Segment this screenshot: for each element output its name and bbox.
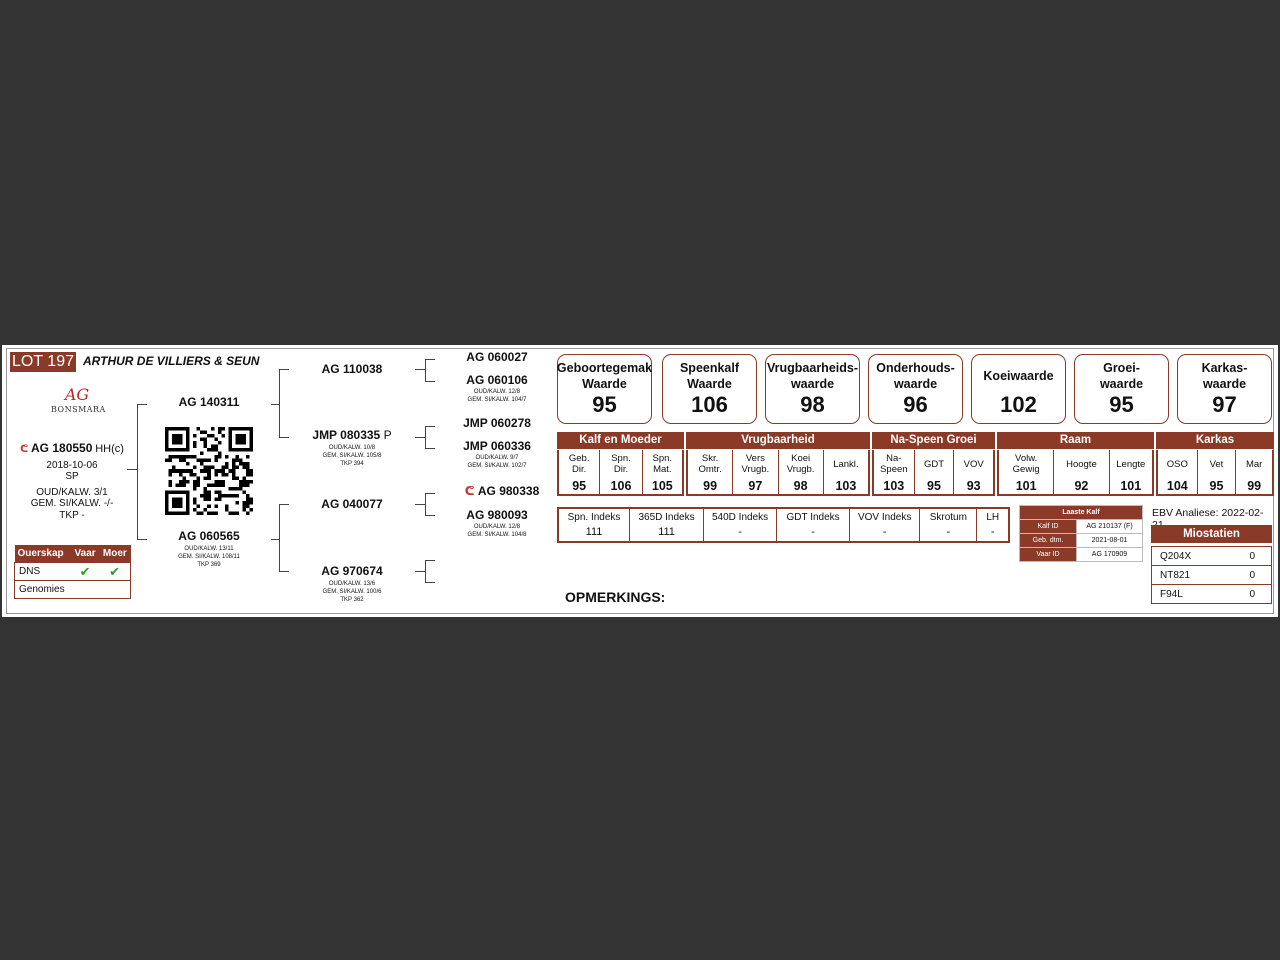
group-header: Na-Speen Groei xyxy=(872,432,995,449)
trait-cell xyxy=(688,450,733,494)
value-number: 98 xyxy=(800,392,825,417)
trait-label: Dir. xyxy=(572,464,587,475)
sd-block xyxy=(307,428,397,468)
index-label: 540D Indeks xyxy=(712,512,769,523)
dsd-block xyxy=(452,508,542,539)
last-calf-key: Kalf ID xyxy=(1020,520,1077,534)
trait-value: 106 xyxy=(610,479,632,493)
dam-tkp: TKP 369 xyxy=(197,562,221,568)
ownership-table xyxy=(14,545,131,599)
sdd-id: JMP 060336 xyxy=(463,439,531,453)
sdd-gem: GEM. SI/KALW. 102/7 xyxy=(467,463,527,469)
trait-value: 97 xyxy=(748,479,763,493)
trait-label: Na- xyxy=(886,453,902,464)
trait-label: Vrugb. xyxy=(741,464,770,475)
trait-group-vrugbaarheid xyxy=(686,450,870,496)
sdd-block xyxy=(452,439,542,470)
ssd-gem: GEM. SI/KALW. 104/7 xyxy=(467,397,527,403)
ebv-analysis-date: EBV Analiese: 2022-02- xyxy=(1152,507,1264,519)
trait-label: Vet xyxy=(1209,458,1224,470)
index-value: - xyxy=(811,526,815,538)
ownership-row xyxy=(15,581,131,599)
sd-oud: OUD/KALW. 10/8 xyxy=(328,445,376,451)
trait-value: 93 xyxy=(966,479,981,493)
trait-label: Lankl. xyxy=(833,458,859,470)
sds-id: JMP 060278 xyxy=(463,416,531,430)
opmerkings-label: OPMERKINGS: xyxy=(565,589,666,605)
dd-oud: OUD/KALW. 13/6 xyxy=(328,581,376,587)
miostatien-value: 0 xyxy=(1234,566,1272,585)
trait-value: 103 xyxy=(835,479,857,493)
trait-label: Omtr. xyxy=(698,464,722,475)
value-label: Onderhouds- xyxy=(876,361,955,375)
dam-block xyxy=(167,529,251,569)
index-cell xyxy=(977,509,1008,541)
trait-label: Koei xyxy=(791,453,811,464)
value-label: Speenkalf xyxy=(679,361,740,375)
trait-cell xyxy=(733,450,778,494)
value-number: 95 xyxy=(592,392,617,417)
value-number: 97 xyxy=(1212,392,1237,417)
value-label: waarde xyxy=(1099,377,1144,391)
trait-label: Gewig xyxy=(1012,464,1040,475)
ownership-header-cell: Moer xyxy=(102,548,127,559)
dsd-gem: GEM. SI/KALW. 104/8 xyxy=(467,532,527,538)
logo-mark: AG xyxy=(64,385,90,404)
trait-label: Spn. xyxy=(652,453,673,464)
sdd-oud: OUD/KALW. 9/7 xyxy=(475,455,519,461)
dsd-oud: OUD/KALW. 12/8 xyxy=(473,524,521,530)
dam-id: AG 060565 xyxy=(178,529,240,543)
trait-group-karkas xyxy=(1156,450,1274,496)
trait-group-raam xyxy=(997,450,1154,496)
index-value: - xyxy=(946,526,951,538)
animal-suffix: HH(c) xyxy=(95,443,124,455)
index-label: Skrotum xyxy=(929,512,967,523)
index-value: 111 xyxy=(658,526,675,538)
animal-dob: 2018-10-06 xyxy=(46,459,98,471)
trait-label: Speen xyxy=(880,464,908,475)
trait-cell xyxy=(874,450,915,494)
trait-value: 103 xyxy=(883,479,905,493)
value-box-karkas xyxy=(1177,354,1272,424)
value-number: 106 xyxy=(691,392,728,417)
dsd-id: AG 980093 xyxy=(466,508,528,522)
check-icon: ✔ xyxy=(99,563,130,581)
last-calf-title: Laaste Kalf xyxy=(1020,506,1143,520)
ownership-label: DNS xyxy=(15,563,71,581)
value-label: Karkas- xyxy=(1201,361,1248,375)
index-cell xyxy=(920,509,977,541)
miostatien-key: Q204X xyxy=(1152,547,1234,566)
last-calf-row xyxy=(1020,520,1143,534)
trait-label: Skr. xyxy=(701,453,719,464)
trait-label: Hoogte xyxy=(1066,458,1097,470)
dd-id: AG 970674 xyxy=(321,564,383,578)
value-label: Vrugbaarheids- xyxy=(767,361,858,375)
last-calf-table xyxy=(1019,505,1143,562)
ownership-value xyxy=(99,581,130,599)
value-box-geboortegemak xyxy=(557,354,652,424)
homozygous-icon: ᕦ xyxy=(464,484,475,498)
trait-cell xyxy=(915,450,955,494)
trait-value: 101 xyxy=(1120,479,1142,493)
value-label: waarde xyxy=(790,377,835,391)
miostatien-title: Miostatien xyxy=(1151,525,1272,543)
ssd-block xyxy=(452,373,542,404)
group-header: Karkas xyxy=(1156,432,1274,449)
ds-id: AG 040077 xyxy=(321,497,383,511)
animal-gem: GEM. SI/KALW. -/- xyxy=(30,498,114,509)
value-number: 96 xyxy=(903,392,928,417)
trait-cell xyxy=(1198,450,1237,494)
ss-id: AG 110038 xyxy=(321,362,383,376)
last-calf-value: AG 170909 xyxy=(1077,548,1143,562)
sss-id: AG 060027 xyxy=(466,350,528,364)
trait-label: OSO xyxy=(1166,458,1188,470)
value-label: waarde xyxy=(893,377,938,391)
trait-cell xyxy=(824,450,868,494)
group-header: Vrugbaarheid xyxy=(686,432,870,449)
ownership-value xyxy=(71,581,99,599)
trait-label: Volw. xyxy=(1015,453,1038,464)
index-label: VOV Indeks xyxy=(857,512,912,523)
index-cell xyxy=(777,509,850,541)
index-cell xyxy=(630,509,704,541)
animal-info xyxy=(17,443,127,521)
index-cell xyxy=(704,509,777,541)
trait-label: Spn. xyxy=(611,453,631,464)
value-number: 95 xyxy=(1109,392,1134,417)
trait-value: 95 xyxy=(1209,479,1224,493)
index-label: GDT Indeks xyxy=(786,512,840,523)
animal-sp: SP xyxy=(65,471,79,482)
value-label: Waarde xyxy=(582,377,627,391)
trait-group-na-speen xyxy=(872,450,995,496)
trait-group-kalf-moeder xyxy=(557,450,684,496)
trait-value: 105 xyxy=(651,479,673,493)
index-value: - xyxy=(882,526,887,538)
animal-oud: OUD/KALW. 3/1 xyxy=(36,486,108,498)
value-box-groei xyxy=(1074,354,1169,424)
trait-cell xyxy=(1236,450,1272,494)
trait-cell xyxy=(1158,450,1198,494)
trait-label: Mat. xyxy=(653,464,672,475)
value-box-onderhouds xyxy=(868,354,963,424)
trait-value: 99 xyxy=(1247,479,1262,493)
sire-id: AG 140311 xyxy=(178,395,240,409)
last-calf-value: 2021-08-01 xyxy=(1077,534,1143,548)
ssd-oud: OUD/KALW. 12/8 xyxy=(473,389,521,395)
group-header: Raam xyxy=(997,432,1154,449)
miostatien-row xyxy=(1152,566,1272,585)
index-cell xyxy=(850,509,920,541)
index-label: 365D Indeks xyxy=(638,512,695,523)
miostatien-key: F94L xyxy=(1152,585,1234,604)
trait-value: 95 xyxy=(572,479,587,493)
trait-value: 98 xyxy=(793,479,808,493)
dam-gem: GEM. SI/KALW. 108/11 xyxy=(178,554,240,560)
value-number: 102 xyxy=(1000,392,1037,417)
miostatien-table xyxy=(1151,546,1272,604)
trait-cell xyxy=(643,450,682,494)
logo-brand: BONSMARA xyxy=(51,405,106,414)
owner-name: ARTHUR DE VILLIERS & SEUN xyxy=(83,354,260,368)
sd-tkp: TKP 394 xyxy=(340,461,364,467)
bonsmara-logo xyxy=(51,385,106,429)
trait-label: Vrugb. xyxy=(786,464,815,475)
index-table xyxy=(557,507,1010,543)
trait-cell xyxy=(1054,450,1109,494)
value-label: Waarde xyxy=(687,377,732,391)
check-icon: ✔ xyxy=(71,563,99,581)
animal-tkp: TKP - xyxy=(59,509,85,521)
trait-cell xyxy=(954,450,993,494)
trait-label: Dir. xyxy=(613,464,629,475)
trait-cell xyxy=(600,450,642,494)
homozygous-icon: ᕦ xyxy=(20,444,29,455)
trait-value: 92 xyxy=(1074,479,1089,493)
value-label: waarde xyxy=(1202,377,1247,391)
lot-card xyxy=(2,345,1278,617)
trait-cell xyxy=(999,450,1054,494)
trait-label: GDT xyxy=(923,458,944,470)
trait-label: Mar xyxy=(1245,458,1263,470)
value-label: Groei- xyxy=(1103,361,1140,375)
value-box-vrugbaarheid xyxy=(765,354,860,424)
dss-block xyxy=(452,484,552,498)
trait-value: 101 xyxy=(1015,479,1037,493)
dd-gem: GEM. SI/KALW. 100/6 xyxy=(322,589,382,595)
sd-suffix: P xyxy=(383,428,392,442)
trait-value: 99 xyxy=(703,479,718,493)
trait-value: 104 xyxy=(1166,479,1188,493)
ssd-id: AG 060106 xyxy=(466,373,528,387)
miostatien-row xyxy=(1152,547,1272,566)
animal-id: AG 180550 xyxy=(31,441,93,455)
ownership-label: Genomies xyxy=(15,581,71,599)
ownership-header-cell: Ouerskap xyxy=(17,548,64,559)
trait-cell xyxy=(1110,450,1152,494)
index-label: Spn. Indeks xyxy=(567,512,621,523)
last-calf-value: AG 210137 (F) xyxy=(1077,520,1143,534)
index-label: LH xyxy=(986,512,1000,523)
index-value: 111 xyxy=(585,526,603,538)
lot-number: LOT 197 xyxy=(10,352,76,372)
value-label: Geboortegemak xyxy=(556,361,653,375)
lot-card-frame xyxy=(6,348,1274,614)
miostatien-value: 0 xyxy=(1234,585,1272,604)
last-calf-key: Vaar ID xyxy=(1020,548,1077,562)
dam-oud: OUD/KALW. 13/11 xyxy=(184,546,234,552)
sd-id: JMP 080335 xyxy=(312,428,381,442)
dd-tkp: TKP 362 xyxy=(340,597,364,603)
value-box-speenkalf xyxy=(662,354,757,424)
miostatien-row xyxy=(1152,585,1272,604)
miostatien-value: 0 xyxy=(1234,547,1272,566)
index-value: - xyxy=(738,526,742,538)
dd-block xyxy=(307,564,397,604)
ownership-header xyxy=(15,545,131,563)
index-value: - xyxy=(990,526,995,538)
trait-value: 95 xyxy=(927,479,941,493)
group-header: Kalf en Moeder xyxy=(557,432,684,449)
trait-label: Vers xyxy=(745,453,765,464)
trait-label: Lengte xyxy=(1116,458,1146,470)
trait-cell xyxy=(559,450,600,494)
qr-code[interactable] xyxy=(165,427,253,515)
ownership-row xyxy=(15,563,131,581)
miostatien-key: NT821 xyxy=(1152,566,1234,585)
sd-gem: GEM. SI/KALW. 105/8 xyxy=(322,453,382,459)
ownership-header-cell: Vaar xyxy=(74,548,96,559)
last-calf-row xyxy=(1020,534,1143,548)
value-label: Koeiwaarde xyxy=(983,369,1054,383)
last-calf-row xyxy=(1020,548,1143,562)
index-cell xyxy=(559,509,630,541)
last-calf-key: Geb. dtm. xyxy=(1020,534,1077,548)
trait-cell xyxy=(779,450,824,494)
trait-label: VOV xyxy=(963,458,984,470)
dss-id: AG 980338 xyxy=(477,484,540,498)
trait-label: Geb. xyxy=(568,453,590,464)
value-box-koeiwaarde xyxy=(971,354,1066,424)
